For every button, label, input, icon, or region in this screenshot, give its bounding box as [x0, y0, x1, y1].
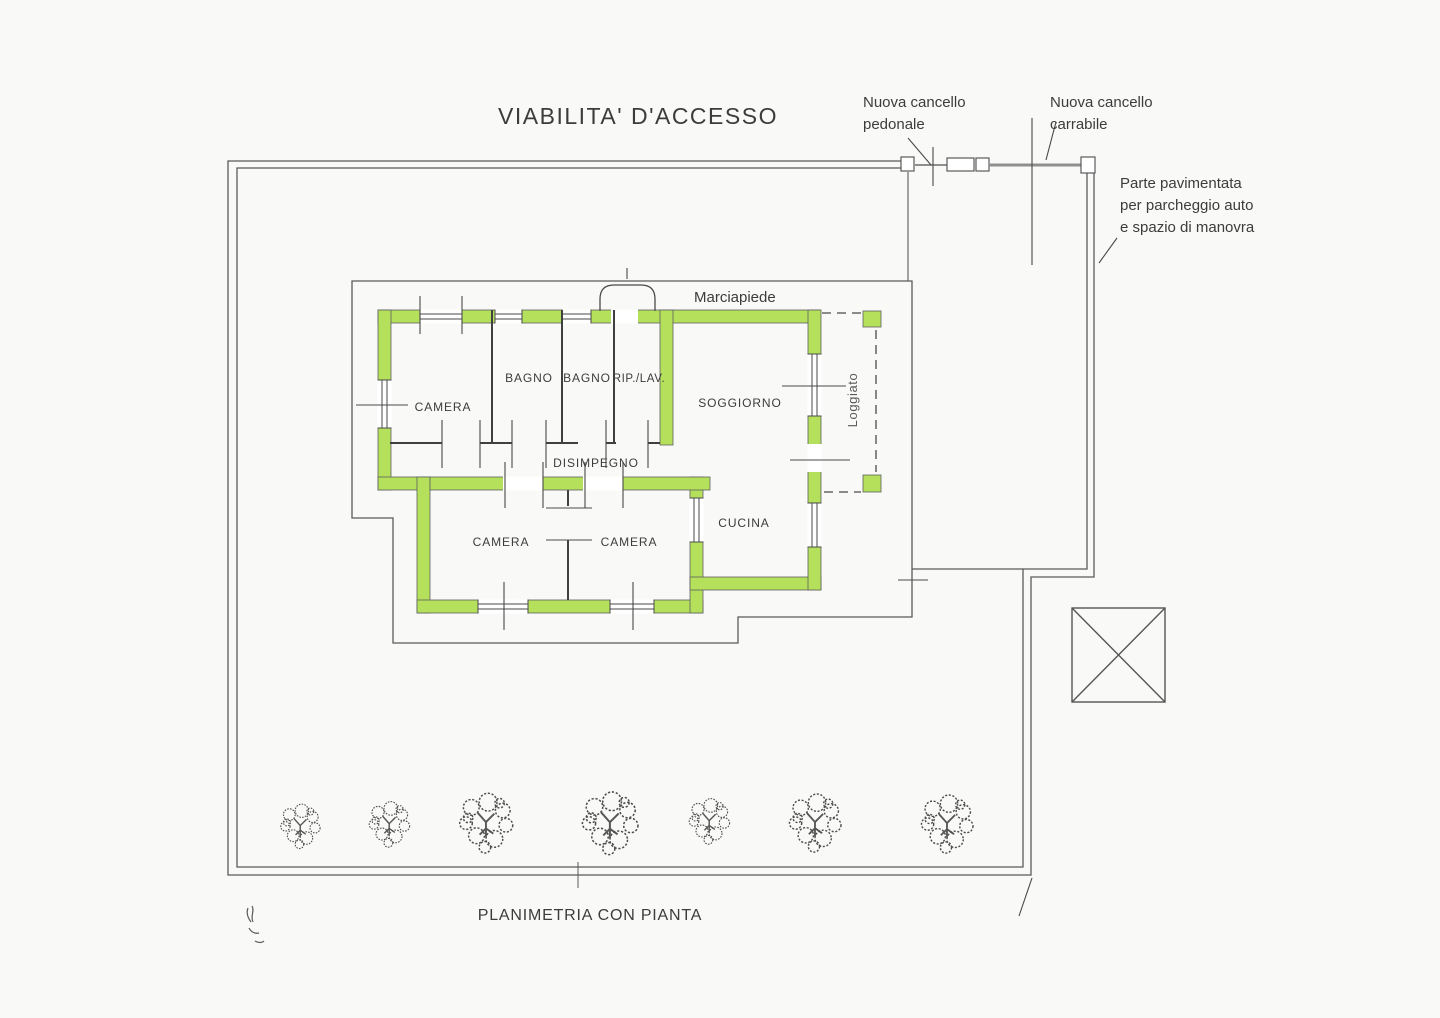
window-east-1 [808, 354, 822, 416]
annotation-paved-area-line3: e spazio di manovra [1120, 219, 1255, 236]
tree-row [281, 792, 973, 855]
door-gap-camera-sw [503, 477, 543, 491]
annotation-driveway-gate-line1: Nuova cancello [1050, 94, 1153, 111]
room-label-camera-nw: CAMERA [414, 400, 472, 414]
tree-icon [789, 794, 841, 852]
loggia-pillar-south [863, 475, 881, 492]
crossed-square-structure [1072, 608, 1165, 702]
interior-partitions [390, 310, 660, 600]
annotation-pedestrian-gate-line2: pedonale [863, 116, 925, 133]
tree-icon [369, 802, 409, 848]
room-label-disimpegno: DISIMPEGNO [553, 456, 639, 470]
window-north-1 [420, 310, 462, 324]
door-gap-camera-s [583, 477, 623, 491]
wall-west-lower [417, 477, 430, 613]
window-south-1 [478, 600, 528, 614]
gate-post-b [976, 158, 989, 171]
wall-south [417, 600, 703, 613]
leader-plot-corner [1019, 878, 1032, 916]
wall-corridor-south [430, 477, 710, 490]
fence-end-post [901, 157, 914, 171]
room-label-camera-sw: CAMERA [472, 535, 530, 549]
loggia-door-gap [808, 444, 822, 472]
tree-icon [460, 793, 513, 853]
annotation-driveway-gate-line2: carrabile [1050, 116, 1108, 133]
room-label-camera-s: CAMERA [600, 535, 658, 549]
page-caption: PLANIMETRIA CON PIANTA [477, 907, 703, 924]
annotation-pedestrian-gate-line1: Nuova cancello [863, 94, 966, 111]
tick-marks [356, 296, 928, 630]
room-label-cucina: CUCINA [718, 516, 770, 530]
window-north-2 [495, 310, 522, 324]
leader-paved-area [1099, 238, 1117, 263]
label-marciapiede: Marciapiede [694, 289, 776, 306]
loggia-pillar-north [863, 311, 881, 327]
window-west [378, 380, 392, 428]
gates [901, 118, 1095, 281]
window-east-2 [808, 503, 822, 547]
room-label-bagno-1: BAGNO [505, 371, 553, 385]
entry-door-gap [611, 310, 638, 324]
annotation-paved-area-line2: per parcheggio auto [1120, 197, 1254, 214]
entry-arc [600, 285, 655, 311]
scribble-mark [247, 906, 264, 943]
label-loggiato: Loggiato [845, 372, 860, 428]
plot-boundary [228, 161, 1094, 888]
leader-lines [908, 122, 1117, 916]
room-label-bagno-2: BAGNO [563, 371, 611, 385]
window-south-2 [610, 600, 654, 614]
wall-kitchen-west [690, 477, 703, 613]
wall-kitchen-south [690, 577, 821, 590]
page-title: VIABILITA' D'ACCESSO [498, 103, 778, 129]
window-north-3 [562, 310, 591, 324]
annotation-paved-area-line1: Parte pavimentata [1120, 175, 1242, 192]
room-label-rip-lav: RIP./LAV. [612, 373, 666, 385]
tree-icon [281, 804, 320, 848]
text-labels [415, 94, 1255, 924]
tree-icon [689, 799, 729, 845]
fence-corner-post [1081, 157, 1095, 173]
window-kitchen-west [690, 498, 704, 542]
room-label-soggiorno: SOGGIORNO [698, 396, 782, 410]
gate-post-a [947, 158, 974, 171]
tree-icon [921, 795, 973, 853]
tree-icon [582, 792, 638, 855]
